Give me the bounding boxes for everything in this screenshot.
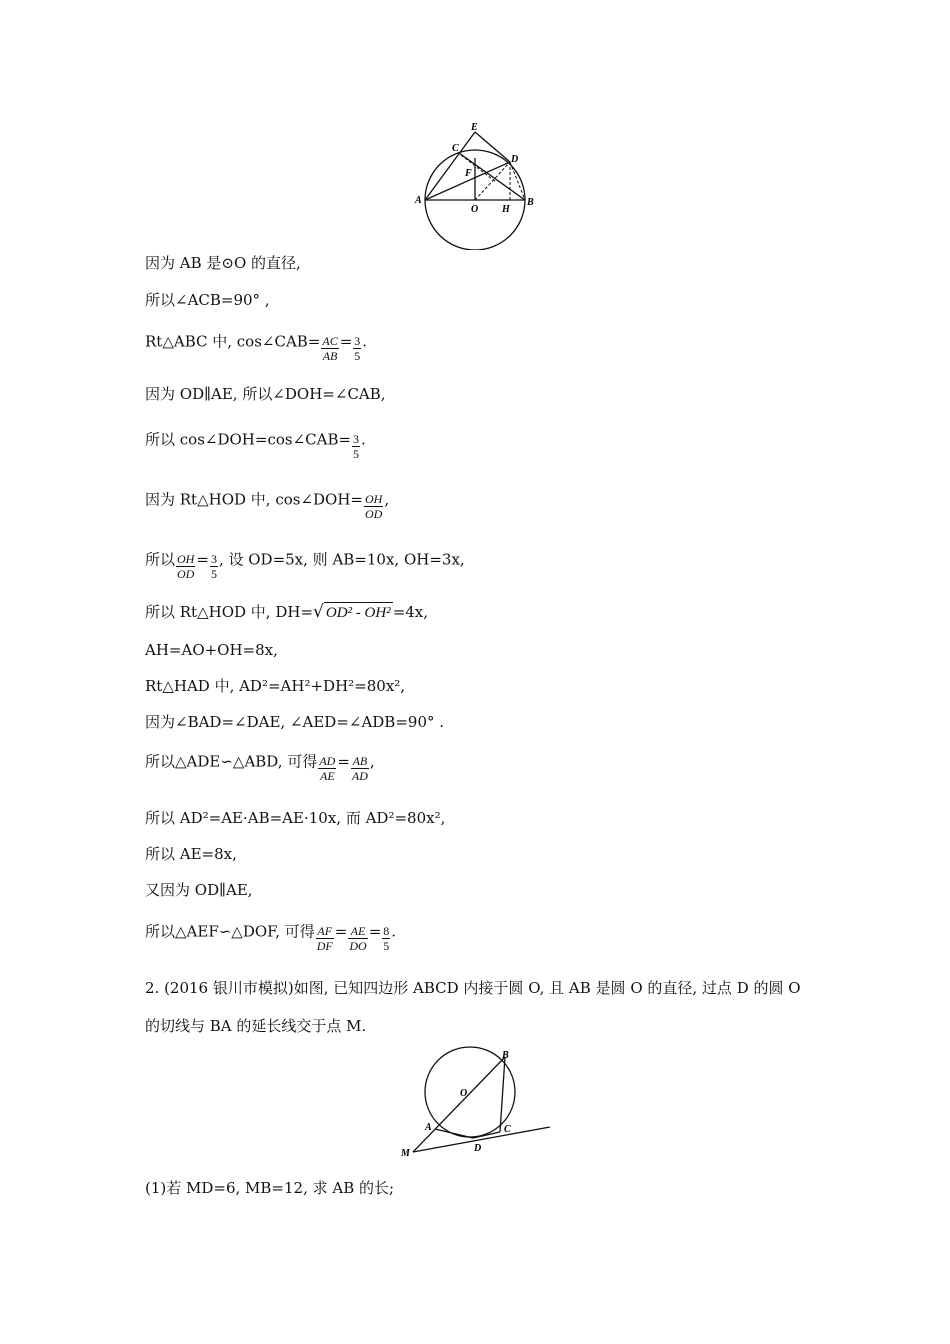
line-7: 所以 $\frac{OH}{OD}$ = $\frac{3}{5}$ , 设 OD=5x, 则 AB=10x, OH=3x, xyxy=(145,550,465,581)
line-12: 所以△ADE∽△ABD, 可得 $\frac{AD}{AE}$ = $\frac{AB}{AD}$ , xyxy=(145,752,375,783)
label-M: M xyxy=(401,1148,410,1159)
problem-2-line-1: 2. (2016 银川市模拟)如图, 已知四边形 ABCD 内接于圆 O, 且 AB 是圆 O 的直径, 过点 D 的圆 O xyxy=(145,979,801,997)
label-F: F xyxy=(465,168,472,179)
line-8: 所以 Rt△HOD 中, DH=√ OD² - OH² =4x, xyxy=(145,602,429,622)
line-9: AH=AO+OH=8x, xyxy=(145,641,278,659)
line-5: 所以 cos∠DOH=cos∠CAB= $\frac{3}{5}$ . xyxy=(145,430,366,461)
label-B: B xyxy=(527,197,534,208)
label-O: O xyxy=(471,204,479,215)
line-15: 又因为 OD∥AE, xyxy=(145,881,253,899)
question-1: (1)若 MD=6, MB=12, 求 AB 的长; xyxy=(145,1179,395,1197)
line-11: 因为∠BAD=∠DAE, ∠AED=∠ADB=90° . xyxy=(145,713,445,731)
label-D: D xyxy=(511,154,519,165)
line-6: 因为 Rt△HOD 中, cos∠DOH= $\frac{OH}{OD}$ , xyxy=(145,490,390,521)
label-E: E xyxy=(471,122,478,133)
line-16: 所以△AEF∽△DOF, 可得 $\frac{AF}{DF}$ = $\frac{AE}{DO}$ = $\frac{8}{5}$ . xyxy=(145,922,397,953)
problem-2-line-2: 的切线与 BA 的延长线交于点 M. xyxy=(145,1017,367,1035)
line-13: 所以 AD²=AE·AB=AE·10x, 而 AD²=80x², xyxy=(145,809,446,827)
label-H: H xyxy=(502,204,510,215)
line-14: 所以 AE=8x, xyxy=(145,845,237,863)
label-C: C xyxy=(504,1124,511,1135)
label-B: B xyxy=(502,1050,509,1061)
figure-circle-abcdef xyxy=(410,120,540,250)
line-2: 所以∠ACB=90° , xyxy=(145,291,270,309)
line-3: Rt△ABC 中, cos∠CAB= $\frac{AC}{AB}$ = $\frac{3}{5}$ . xyxy=(145,332,368,363)
figure-circle-tangent xyxy=(395,1045,555,1160)
line-4: 因为 OD∥AE, 所以∠DOH=∠CAB, xyxy=(145,385,386,403)
line-1: 因为 AB 是⊙O 的直径, xyxy=(145,254,301,272)
label-C: C xyxy=(452,143,459,154)
label-A: A xyxy=(425,1122,432,1133)
label-D: D xyxy=(474,1143,482,1154)
label-O: O xyxy=(460,1088,468,1099)
line-10: Rt△HAD 中, AD²=AH²+DH²=80x², xyxy=(145,677,406,695)
label-A: A xyxy=(415,195,422,206)
